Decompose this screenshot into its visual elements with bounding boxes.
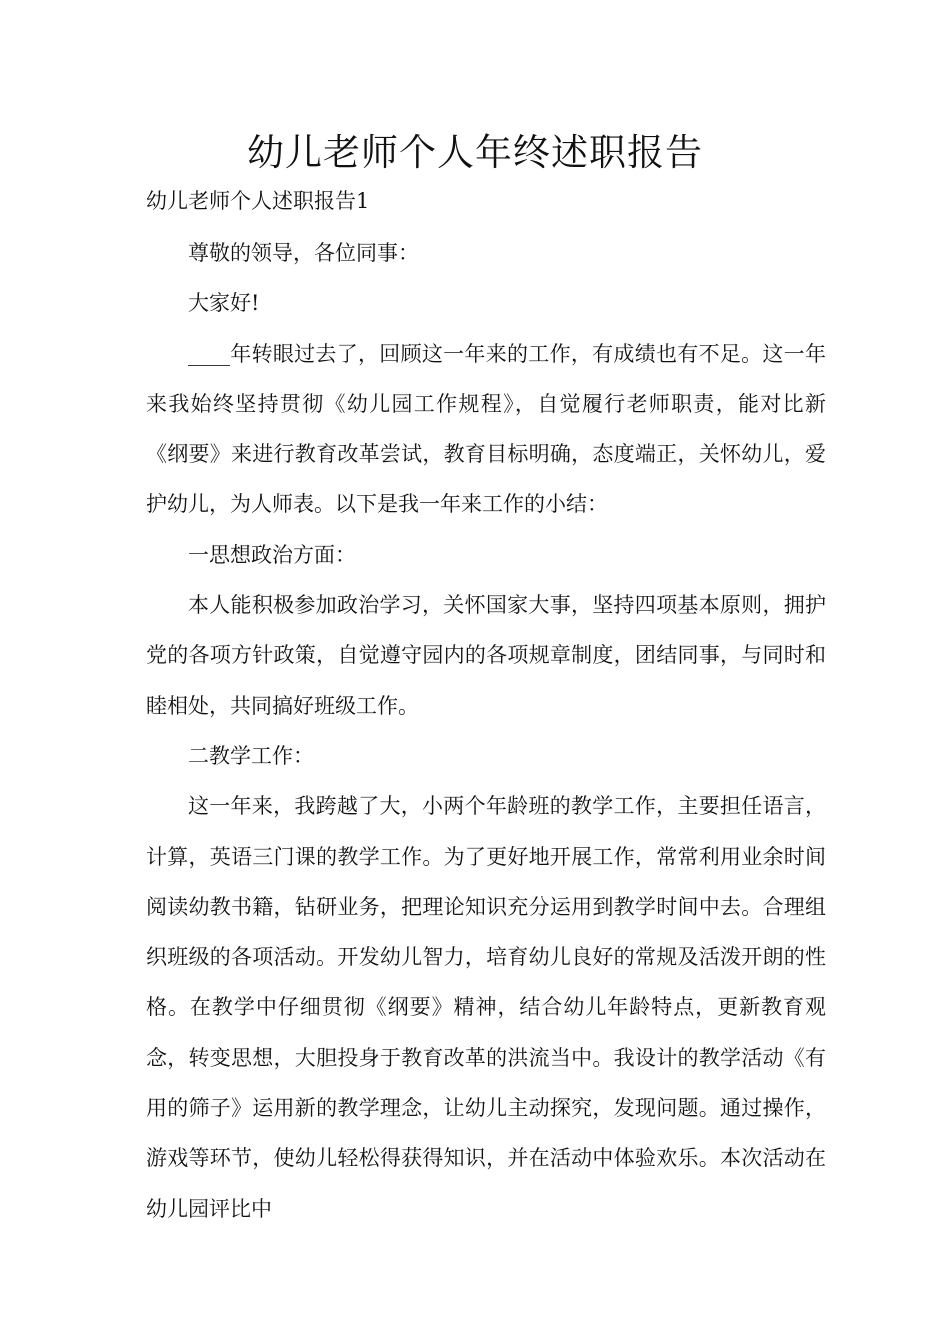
paragraph-teaching: 这一年来，我跨越了大，小两个年龄班的教学工作，主要担任语言，计算，英语三门课的教学工作。为了更好地开展工作，常常利用业余时间阅读幼教书籍，钻研业务，把理论知识充分运用到教学时间中去。合理组织班级的各项活动。开发幼儿智力，培育幼儿良好的常规及活泼开朗的性格。在教学中仔细贯彻《纲要》精神，结合幼儿年龄特点，更新教育观念，转变思想，大胆投身于教育改革的洪流当中。我设计的教学活动《有用的筛子》运用新的教学理念，让幼儿主动探究，发现问题。通过操作，游戏等环节，使幼儿轻松得获得知识，并在活动中体验欢乐。本次活动在幼儿园评比中 [146,794,826,1221]
section-heading-politics: 一思想政治方面： [188,542,356,567]
document-subtitle: 幼儿老师个人述职报告1 [146,189,370,213]
paragraph-politics: 本人能积极参加政治学习，关怀国家大事，坚持四项基本原则，拥护党的各项方针政策，自觉遵守园内的各项规章制度，团结同事，与同时和睦相处，共同搞好班级工作。 [146,593,826,718]
paragraph-hello: 大家好! [188,291,260,316]
section-heading-teaching: 二教学工作： [188,743,314,768]
document-body [146,228,826,1234]
paragraph-greeting: 尊敬的领导，各位同事： [188,241,419,265]
paragraph-intro: ____年转眼过去了，回顾这一年来的工作，有成绩也有不足。这一年来我始终坚持贯彻《幼儿园工作规程》，自觉履行老师职责，能对比新《纲要》来进行教育改革尝试，教育目标明确，态度端正，关怀幼儿，爱护幼儿，为人师表。以下是我一年来工作的小结： [146,341,826,517]
document-title: 幼儿老师个人年终述职报告 [247,131,703,174]
